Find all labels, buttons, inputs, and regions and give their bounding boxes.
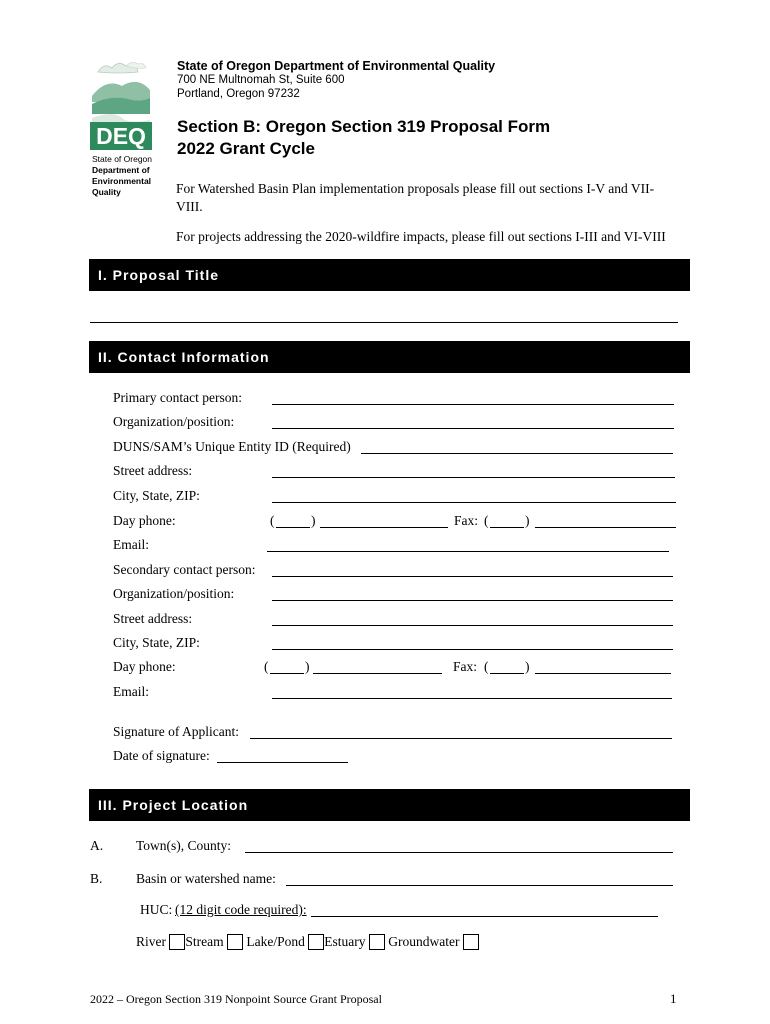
instructions-wildfire: For projects addressing the 2020-wildfire impacts, please fill out sections I-III and VI-VIII [176, 229, 666, 244]
signature-date-field[interactable] [217, 762, 348, 763]
street-address-field[interactable] [272, 477, 675, 478]
fax-label: Fax: [454, 513, 479, 528]
signature-label: Signature of Applicant: [113, 724, 239, 739]
email-2-label: Email: [113, 684, 149, 699]
svg-text:DEQ: DEQ [96, 123, 146, 149]
signature-field[interactable] [250, 738, 672, 739]
duns-field[interactable] [361, 453, 673, 454]
address-line-2: Portland, Oregon 97232 [177, 88, 300, 100]
day-phone-2-area-code[interactable] [270, 673, 304, 674]
org-position-2-label: Organization/position: [113, 586, 235, 601]
section-header-proposal-title: I. Proposal Title [89, 259, 690, 291]
city-state-zip-label: City, State, ZIP: [113, 488, 200, 503]
estuary-checkbox[interactable] [369, 934, 385, 950]
form-subtitle: 2022 Grant Cycle [177, 139, 315, 158]
item-b-marker: B. [90, 871, 103, 886]
fax-field[interactable] [535, 527, 676, 528]
form-title: Section B: Oregon Section 319 Proposal Form [177, 117, 551, 136]
secondary-contact-field[interactable] [272, 576, 673, 577]
day-phone-2-field[interactable] [313, 673, 442, 674]
street-address-2-label: Street address: [113, 611, 193, 626]
lake-pond-label: Lake/Pond [246, 934, 305, 949]
city-state-zip-2-field[interactable] [272, 649, 673, 650]
fax-area-code[interactable] [490, 527, 524, 528]
river-label: River [136, 934, 166, 949]
groundwater-checkbox[interactable] [463, 934, 479, 950]
basin-watershed-field[interactable] [286, 885, 673, 886]
org-position-2-field[interactable] [272, 600, 673, 601]
proposal-title-field[interactable] [90, 322, 678, 323]
day-phone-label: Day phone: [113, 513, 176, 528]
primary-contact-field[interactable] [272, 404, 674, 405]
agency-name: State of Oregon Department of Environmental Quality [177, 59, 496, 73]
svg-text:Department of: Department of [92, 165, 150, 175]
item-a-marker: A. [90, 838, 104, 853]
huc-field[interactable] [311, 916, 658, 917]
email-field[interactable] [267, 551, 669, 552]
groundwater-label: Groundwater [388, 934, 460, 949]
org-position-field[interactable] [272, 428, 674, 429]
page-number: 1 [670, 991, 677, 1006]
deq-landscape-graphic [90, 58, 152, 206]
lake-pond-checkbox[interactable] [308, 934, 324, 950]
section-header-location: III. Project Location [89, 789, 690, 821]
fax-2-field[interactable] [535, 673, 671, 674]
svg-text:State of Oregon: State of Oregon [92, 154, 152, 164]
stream-checkbox[interactable] [227, 934, 243, 950]
secondary-contact-label: Secondary contact person: [113, 562, 256, 577]
org-position-label: Organization/position: [113, 414, 235, 429]
town-county-label: Town(s), County: [136, 838, 232, 853]
duns-label: DUNS/SAM’s Unique Entity ID (Required) [113, 439, 351, 454]
day-phone-area-code[interactable] [276, 527, 310, 528]
day-phone-2-label: Day phone: [113, 659, 176, 674]
street-address-label: Street address: [113, 463, 193, 478]
estuary-label: Estuary [324, 934, 366, 949]
fax-2-area-code[interactable] [490, 673, 524, 674]
email-2-field[interactable] [272, 698, 672, 699]
deq-logo [90, 58, 152, 206]
fax-2-label: Fax: [453, 659, 478, 674]
waterbody-options [136, 934, 479, 950]
primary-contact-label: Primary contact person: [113, 390, 242, 405]
city-state-zip-2-label: City, State, ZIP: [113, 635, 200, 650]
huc-label: HUC: [140, 902, 173, 917]
section-header-contact: II. Contact Information [89, 341, 690, 373]
footer-text: 2022 – Oregon Section 319 Nonpoint Source Grant Proposal [90, 992, 382, 1006]
town-county-field[interactable] [245, 852, 673, 853]
svg-text:Environmental: Environmental [92, 176, 152, 186]
svg-text:Quality: Quality [92, 187, 121, 197]
street-address-2-field[interactable] [272, 625, 673, 626]
email-label: Email: [113, 537, 149, 552]
address-line-1: 700 NE Multnomah St, Suite 600 [177, 74, 345, 86]
day-phone-field[interactable] [320, 527, 448, 528]
instructions-basin: For Watershed Basin Plan implementation proposals please fill out sections I-V and VII-VIII. [176, 181, 655, 214]
basin-watershed-label: Basin or watershed name: [136, 871, 276, 886]
huc-note: (12 digit code required): [175, 902, 307, 917]
city-state-zip-field[interactable] [272, 502, 676, 503]
signature-date-label: Date of signature: [113, 748, 210, 763]
stream-label: Stream [185, 934, 224, 949]
river-checkbox[interactable] [169, 934, 185, 950]
